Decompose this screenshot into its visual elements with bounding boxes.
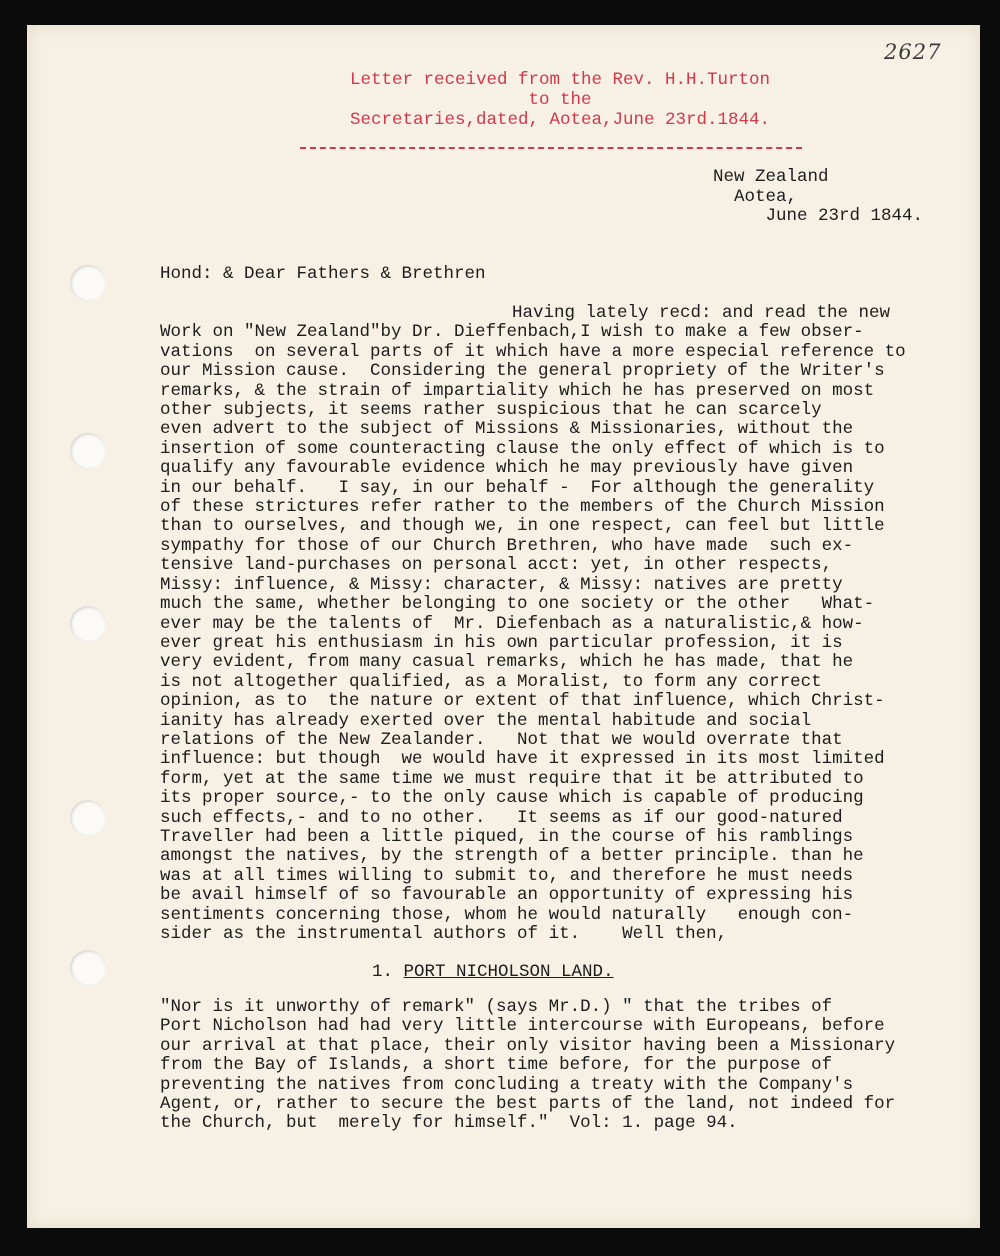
- body-line: even advert to the subject of Missions & Missionaries, without the: [160, 419, 854, 440]
- letter-body: [160, 304, 975, 944]
- punch-hole: [70, 433, 106, 469]
- body-line: Traveller had been a little piqued, in the course of his ramblings: [160, 826, 854, 847]
- quote-line: the Church, but merely for himself." Vol: 1. page 94.: [160, 1113, 738, 1134]
- body-line: our Mission cause. Considering the general propriety of the Writer's: [160, 361, 885, 382]
- body-line: remarks, & the strain of impartiality which he has preserved on most: [160, 380, 875, 401]
- body-line: qualify any favourable evidence which he may previously have given: [160, 458, 854, 479]
- body-line: influence: but though we would have it expressed in its most limited: [160, 749, 885, 770]
- body-line: other subjects, it seems rather suspicious that he can scarcely: [160, 400, 822, 421]
- salutation: Hond: & Dear Fathers & Brethren: [160, 264, 486, 284]
- body-line: much the same, whether belonging to one society or the other What-: [160, 594, 875, 615]
- body-line: insertion of some counteracting clause the only effect of which is to: [160, 438, 885, 459]
- body-line: sider as the instrumental authors of it. Well then,: [160, 924, 728, 944]
- quote-line: from the Bay of Islands, a short time before, for the purpose of: [160, 1055, 833, 1076]
- section-title: PORT NICHOLSON LAND.: [403, 962, 614, 982]
- body-line: such effects,- and to no other. It seems as if our good-natured: [160, 807, 843, 828]
- body-line: ever great his enthusiasm in his own particular profession, it is: [160, 632, 843, 653]
- body-line: opinion, as to the nature or extent of that influence, which Christ-: [160, 691, 885, 712]
- body-line: ever may be the talents of Mr. Diefenbach as a naturalistic,& how-: [160, 613, 864, 634]
- address-block: [713, 168, 923, 227]
- quote-line: Agent, or, rather to secure the best parts of the land, not indeed for: [160, 1094, 896, 1115]
- body-line: than to ourselves, and though we, in one respect, can feel but little: [160, 516, 885, 537]
- address-line: New Zealand: [713, 167, 829, 187]
- section-number: 1.: [372, 962, 394, 982]
- body-line: very evident, from many casual remarks, which he has made, that he: [160, 652, 854, 673]
- quote-line: Port Nicholson had had very little intercourse with Europeans, before: [160, 1016, 885, 1037]
- body-line: its proper source,- to the only cause which is capable of producing: [160, 788, 864, 809]
- body-line: form, yet at the same time we must require that it be attributed to: [160, 768, 864, 789]
- body-line: ianity has already exerted over the mental habitude and social: [160, 710, 812, 731]
- header-line: to the: [528, 90, 592, 110]
- body-line: relations of the New Zealander. Not that we would overrate that: [160, 729, 843, 750]
- quoted-passage: [160, 998, 980, 1134]
- body-line: be avail himself of so favourable an opportunity of expressing his: [160, 885, 854, 906]
- punch-hole: [70, 265, 106, 301]
- quote-line: "Nor is it unworthy of remark" (says Mr.D.) " that the tribes of: [160, 997, 833, 1017]
- body-line: Work on "New Zealand"by Dr. Dieffenbach,I wish to make a few obser-: [160, 322, 864, 343]
- body-line: amongst the natives, by the strength of a better principle. than he: [160, 846, 864, 867]
- quote-line: preventing the natives from concluding a treaty with the Company's: [160, 1074, 854, 1095]
- body-line: of these strictures refer rather to the members of the Church Mission: [160, 497, 885, 518]
- letter-header: [300, 70, 820, 130]
- body-line: Having lately recd: and read the new: [512, 303, 891, 323]
- punch-hole: [70, 606, 106, 642]
- body-line: Missy: influence, & Missy: character, & Missy: natives are pretty: [160, 574, 843, 595]
- body-line: tensive land-purchases on personal acct: yet, in other respects,: [160, 555, 833, 576]
- address-line: Aotea,: [713, 186, 798, 207]
- body-line: was at all times willing to submit to, and therefore he must needs: [160, 865, 854, 886]
- header-divider: [300, 147, 802, 149]
- body-line: in our behalf. I say, in our behalf - For although the generality: [160, 477, 875, 498]
- address-line: June 23rd 1844.: [713, 206, 924, 226]
- header-line: Secretaries,dated, Aotea,June 23rd.1844.: [349, 110, 771, 130]
- punch-hole: [70, 950, 106, 986]
- quote-line: our arrival at that place, their only visitor having been a Missionary: [160, 1035, 896, 1056]
- section-heading: [372, 962, 614, 982]
- archive-number: 2627: [884, 40, 942, 64]
- body-line: vations on several parts of it which have a more especial reference to: [160, 341, 906, 362]
- header-line: Letter received from the Rev. H.H.Turton: [349, 70, 771, 90]
- body-line: sympathy for those of our Church Brethren, who have made such ex-: [160, 535, 854, 556]
- body-line: is not altogether qualified, as a Moralist, to form any correct: [160, 671, 822, 692]
- punch-hole: [70, 800, 106, 836]
- body-line: sentiments concerning those, whom he would naturally enough con-: [160, 904, 854, 925]
